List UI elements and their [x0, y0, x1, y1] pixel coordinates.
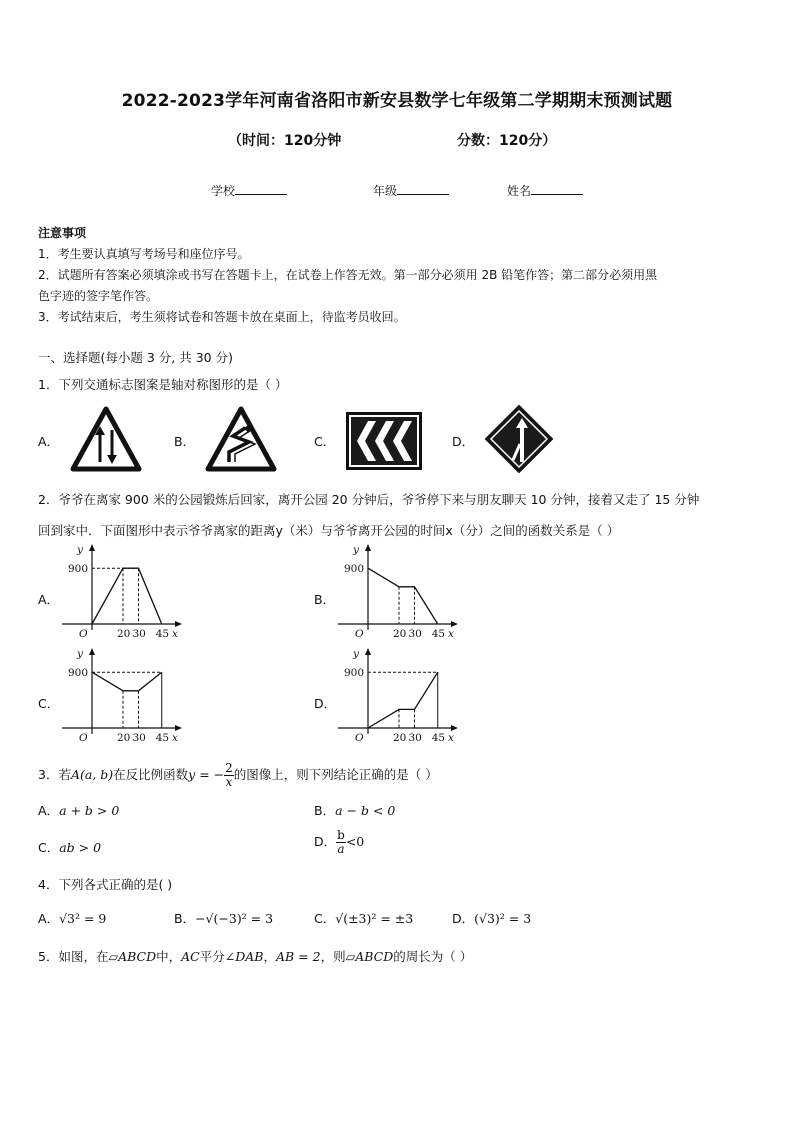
q1-option-a-label[interactable]: A．	[38, 434, 60, 449]
notes-heading: 注意事项	[38, 226, 87, 240]
q2-graph-b	[336, 540, 466, 640]
q4-option-d-label: D．	[452, 911, 475, 926]
x-tick-label: 30	[132, 732, 146, 744]
score-label: 分数：120分）	[457, 133, 557, 149]
q4-option-a-label: A．	[38, 911, 60, 926]
q4-option-c-label: C．	[314, 911, 336, 926]
q4-option-d[interactable]	[452, 909, 531, 927]
x-tick-label: 45	[431, 628, 446, 640]
school-blank[interactable]	[235, 182, 287, 195]
y-tick-label: 900	[344, 667, 365, 680]
series-line	[368, 568, 438, 624]
note-item: 3．考试结束后，考生须将试卷和答题卡放在桌面上，待监考员收回。	[38, 310, 406, 324]
q3-option-d-expr: <0	[345, 834, 365, 849]
y-tick-label: 900	[68, 563, 89, 576]
q3-option-c-label: C．	[38, 840, 60, 855]
x-tick-label: 20	[393, 628, 407, 640]
q3-option-d-fraction	[336, 829, 346, 856]
q3-option-a-label: A．	[38, 803, 60, 818]
q3-option-d-num: b	[337, 828, 345, 842]
time-label: （时间：120分钟	[228, 133, 342, 149]
q4-option-a-expr: √3² = 9	[59, 911, 107, 926]
q3-stem-pre: 3．若	[38, 767, 71, 782]
school-label: 学校	[211, 184, 236, 198]
sign-merge-icon	[484, 404, 554, 474]
q3-option-b[interactable]	[314, 801, 395, 819]
question-1-stem: 1．下列交通标志图案是轴对称图形的是（ ）	[38, 377, 288, 392]
x-tick-label: 30	[408, 732, 422, 744]
y-axis-arrow-icon	[89, 648, 95, 655]
q3-stem-mid: 在反比例函数	[113, 767, 189, 782]
q5-parallelogram-1: ▱ABCD	[108, 949, 157, 964]
question-2-stem-line2: 回到家中．下面图形中表示爷爷离家的距离y（米）与爷爷离开公园的时间x（分）之间的函数关系是（ ）	[38, 523, 620, 538]
y-axis-label: y	[353, 648, 359, 660]
q5-ac: AC	[181, 949, 200, 964]
q2-graph-a	[60, 540, 190, 640]
y-axis-arrow-icon	[89, 544, 95, 551]
q4-option-c[interactable]	[314, 909, 413, 927]
q3-option-c[interactable]	[38, 838, 101, 856]
x-axis-arrow-icon	[451, 725, 458, 731]
y-axis-label: y	[77, 544, 83, 556]
question-2-stem-line1: 2．爷爷在离家 900 米的公园锻炼后回家，离开公园 20 分钟后，爷爷停下来与朋友聊天 10 分钟，接着又走了 15 分钟	[38, 492, 700, 507]
q4-option-b-expr: −√(−3)² = 3	[195, 911, 274, 926]
q2-option-b-label[interactable]: B．	[314, 592, 336, 607]
q4-option-b-label: B．	[174, 911, 196, 926]
q3-func-lhs: y = −	[188, 767, 225, 782]
q1-option-d-label[interactable]: D．	[452, 434, 475, 449]
section-heading: 一、选择题(每小题 3 分, 共 30 分)	[38, 350, 233, 365]
x-tick-label: 45	[431, 732, 446, 744]
q2-graph-c	[60, 644, 190, 744]
q1-option-b-label[interactable]: B．	[174, 434, 196, 449]
x-tick-label: 30	[132, 628, 146, 640]
question-4-stem: 4．下列各式正确的是( )	[38, 877, 173, 892]
q3-option-b-label: B．	[314, 803, 336, 818]
q2-graph-d	[336, 644, 466, 744]
x-tick-label: 30	[408, 628, 422, 640]
q5-stem-post: 的周长为（ ）	[393, 949, 473, 964]
q5-stem-pre: 5．如图，在	[38, 949, 109, 964]
sign-chevron-left-icon	[346, 412, 422, 470]
x-axis-arrow-icon	[451, 621, 458, 627]
question-3-stem	[38, 762, 438, 789]
q5-text: ，	[263, 949, 276, 964]
y-tick-label: 900	[344, 563, 365, 576]
y-axis-arrow-icon	[365, 648, 371, 655]
q3-func-den: x	[225, 775, 233, 789]
origin-label: O	[79, 732, 88, 744]
q3-func-fraction	[224, 762, 234, 789]
series-line	[92, 568, 162, 624]
x-axis-label: x	[448, 628, 454, 640]
q3-option-d-label: D．	[314, 834, 337, 849]
q5-text: 中，	[156, 949, 182, 964]
x-tick-label: 45	[155, 628, 170, 640]
y-axis-label: y	[353, 544, 359, 556]
q3-option-a-expr: a + b > 0	[59, 803, 120, 818]
x-axis-arrow-icon	[175, 725, 182, 731]
series-line	[92, 672, 162, 691]
note-item: 2．试题所有答案必须填涂或书写在答题卡上，在试卷上作答无效。第一部分必须用 2B 铅笔作答；第二部分必须用黑	[38, 268, 658, 282]
q3-option-a[interactable]	[38, 801, 119, 819]
q4-option-d-expr: (√3)² = 3	[474, 911, 532, 926]
q5-text: ，则	[320, 949, 346, 964]
q3-point: A(a, b)	[70, 767, 114, 782]
grade-label: 年级	[373, 184, 398, 198]
q2-option-a-label[interactable]: A．	[38, 592, 60, 607]
x-axis-label: x	[448, 732, 454, 744]
q3-option-d[interactable]	[314, 829, 364, 856]
y-axis-label: y	[77, 648, 83, 660]
y-axis-arrow-icon	[365, 544, 371, 551]
name-blank[interactable]	[531, 182, 583, 195]
q5-text: 平分	[199, 949, 225, 964]
q4-option-b[interactable]	[174, 909, 273, 927]
name-label: 姓名	[507, 184, 532, 198]
q4-option-a[interactable]	[38, 909, 106, 927]
q2-option-d-label[interactable]: D．	[314, 696, 337, 711]
q3-stem-post: 的图像上，则下列结论正确的是（ ）	[233, 767, 438, 782]
q5-angle: ∠DAB	[224, 949, 264, 964]
question-5-stem	[38, 947, 472, 965]
q4-option-c-expr: √(±3)² = ±3	[335, 911, 414, 926]
q3-option-c-expr: ab > 0	[59, 840, 102, 855]
x-tick-label: 45	[155, 732, 170, 744]
x-tick-label: 20	[117, 628, 131, 640]
x-axis-label: x	[172, 628, 178, 640]
sign-two-way-traffic-icon	[70, 406, 142, 472]
q1-option-c-label[interactable]: C．	[314, 434, 336, 449]
page-title: 2022-2023学年河南省洛阳市新安县数学七年级第二学期期末预测试题	[121, 91, 673, 111]
series-line	[368, 672, 438, 728]
origin-label: O	[355, 628, 364, 640]
q5-ab: AB = 2	[275, 949, 321, 964]
origin-label: O	[79, 628, 88, 640]
name-field[interactable]	[507, 182, 583, 199]
y-tick-label: 900	[68, 667, 89, 680]
origin-label: O	[355, 732, 364, 744]
q2-option-c-label[interactable]: C．	[38, 696, 60, 711]
q5-parallelogram-2: ▱ABCD	[345, 949, 394, 964]
q3-option-b-expr: a − b < 0	[335, 803, 396, 818]
x-axis-arrow-icon	[175, 621, 182, 627]
note-item: 色字迹的签字笔作答。	[38, 289, 159, 303]
x-tick-label: 20	[393, 732, 407, 744]
grade-field[interactable]	[373, 182, 449, 199]
q3-func-num: 2	[225, 761, 233, 775]
school-field[interactable]	[211, 182, 287, 199]
sign-reverse-curve-icon	[205, 406, 277, 472]
note-item: 1．考生要认真填写考场号和座位序号。	[38, 247, 250, 261]
x-tick-label: 20	[117, 732, 131, 744]
q3-option-d-den: a	[337, 842, 345, 856]
x-axis-label: x	[172, 732, 178, 744]
grade-blank[interactable]	[397, 182, 449, 195]
